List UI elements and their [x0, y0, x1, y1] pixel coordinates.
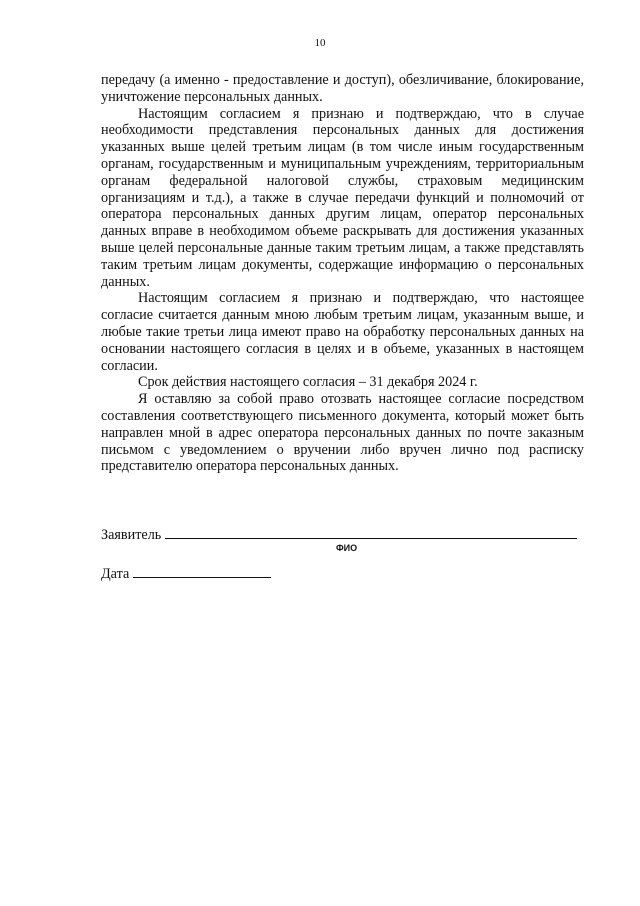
paragraph-validity-period: Срок действия настоящего согласия – 31 декабря 2024 г. [138, 374, 478, 391]
page-number: 10 [314, 37, 326, 49]
paragraph-third-party-consent: Настоящим согласием я признаю и подтверждаю, что настоящее согласие считается данным мною любым третьим лицам, указанным выше, и любые такие третьи лица имеют право на обработку персональных данных на основании настоящего согласия в целях и в объеме, указанных в настоящем согласии. [101, 290, 584, 374]
date-row [101, 566, 271, 583]
date-label: Дата [101, 566, 130, 582]
date-line [133, 566, 271, 578]
applicant-signature-row [101, 527, 577, 544]
paragraph-third-party-disclosure: Настоящим согласием я признаю и подтверждаю, что в случае необходимости представления персональных данных для достижения указанных выше целей третьим лицам (в том числе иным государственным органам, государственным и муниципальным учреждениям, территориальным органам федеральной налоговой службы, страховым медицинским организациям и т.д.), а также в случае передачи функций и полномочий от оператора персональных данных другим лицам, оператор персональных данных вправе в необходимом объеме раскрывать для достижения указанных выше целей персональные данные таким третьим лицам, а также представлять таким третьим лицам документы, содержащие информацию о персональных данных. [101, 105, 584, 290]
applicant-label: Заявитель [101, 527, 162, 543]
document-body [101, 72, 584, 475]
paragraph-revocation-right: Я оставляю за собой право отозвать настоящее согласие посредством составления соответствующего письменного документа, который может быть направлен мной в адрес оператора персональных данных по почте заказным письмом с уведомлением о вручении либо вручен лично под расписку представителю оператора персональных данных. [101, 391, 584, 475]
paragraph-continuation: передачу (а именно - предоставление и доступ), обезличивание, блокирование, уничтожение персональных данных. [101, 72, 584, 105]
fio-caption: ФИО [336, 543, 358, 553]
applicant-signature-line [165, 527, 577, 539]
